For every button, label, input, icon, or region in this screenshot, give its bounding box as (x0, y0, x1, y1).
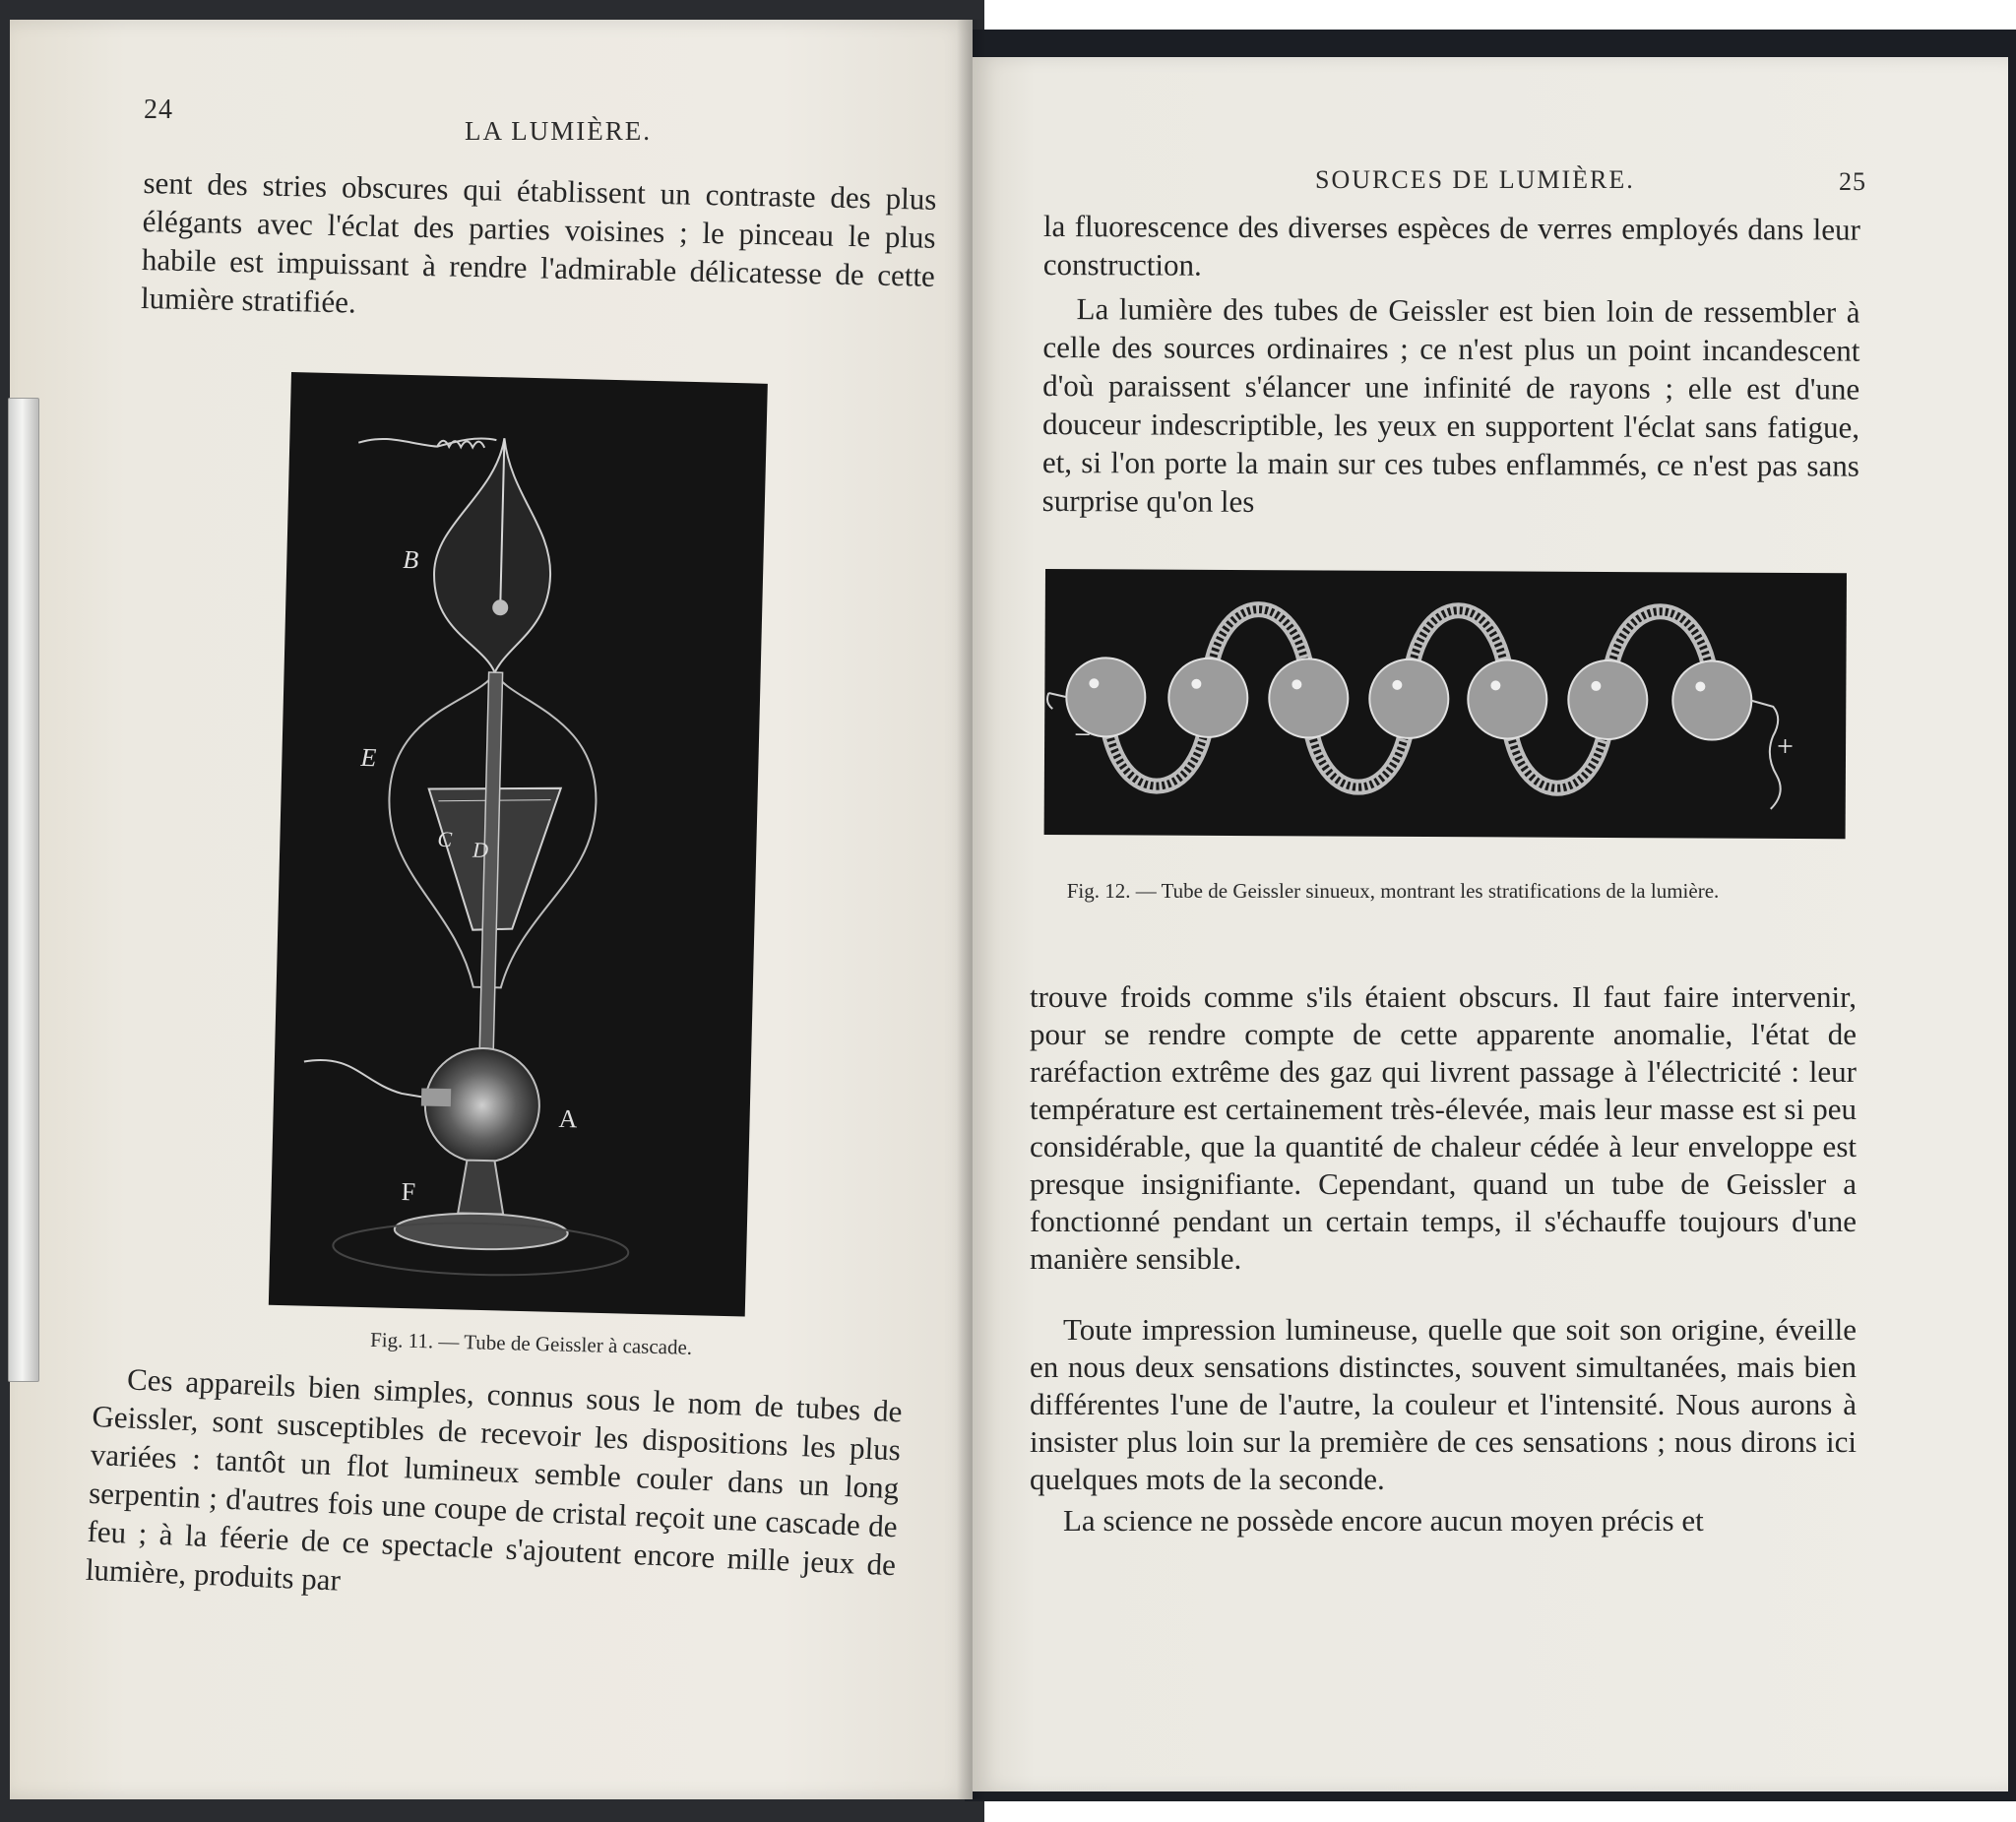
minus-sign: − (1074, 719, 1092, 752)
left-bottom-paragraph: Ces appareils bien simples, connus sous le nom de tubes de Geissler, sont susceptibles de recevoir les dispositions les plus variées : tantôt un flot lumineux semble couler dans un long serpentin ; d'autres fois une coupe de cristal reçoit une cascade de feu ; à la féerie de ce spectacle s'ajoutent encore mille jeux de lumière, produits par (85, 1361, 904, 1598)
label-b: B (403, 544, 419, 575)
right-page (973, 57, 2008, 1791)
right-bottom-text: trouve froids comme s'ils étaient obscurs. Il faut faire intervenir, pour se rendre compte de cette apparente anomalie, l'état de raréfaction extrême des gaz qui livrent passage à l'électricité : leur température est certainement très-élevée, mais leur masse est si peu considérable, que la quantité de chaleur cédée à leur enveloppe est presque insignifiante. Cependant, quand un tube de Geissler a fonctionné pendant un certain temps, il s'échauffe toujours d'une manière sensible. Toute impression lumineuse, quelle que soit son origine, éveille en nous deux sensations distinctes, souvent simultanées, mais bien différentes l'une de l'autre, la couleur et l'intensité. Nous aurons à insister plus loin sur la première de ces sensations ; nous dirons ici quelques mots de la seconde. La science ne possède encore aucun moyen précis et (1030, 979, 1857, 1538)
figure-11-caption: Fig. 11. — Tube de Geissler à cascade. (369, 1327, 693, 1359)
right-page-number: 25 (1839, 167, 1866, 196)
sinuous-tube-illustration (1044, 569, 1847, 839)
foot-stem (458, 1160, 504, 1214)
tube-bulb (1468, 660, 1546, 738)
left-running-head: LA LUMIÈRE. (465, 116, 652, 146)
tube-bulb (1568, 660, 1647, 739)
right-top-text: la fluorescence des diverses espèces de verres employés dans leur construction. La lumière des tubes de Geissler est bien loin de ressembler à celle des sources ordinaires ; ce n'est plus un point incandescent d'où paraissent s'élancer une infinité de rayons ; elle est d'une douceur indescriptible, les yeux en supportent l'éclat sans fatigue, et, si l'on porte la main sur ces tubes enflammés, ce n'est pas sans surprise qu'on les (1041, 208, 1860, 519)
figure-12 (1044, 569, 1847, 839)
tube-bulb (1369, 660, 1448, 738)
figure-11 (269, 372, 768, 1317)
left-top-paragraph: sent des stries obscures qui établissent un contraste des plus élégants avec l'éclat des parties voisines ; le pinceau le plus habile est impuissant à rendre l'admirable délicatesse de cette lumière stratifiée. (140, 164, 937, 320)
label-a: A (558, 1103, 578, 1134)
upper-bulb (432, 437, 554, 674)
tube-bulb (1269, 659, 1348, 737)
left-page (10, 20, 973, 1799)
label-c: C (437, 826, 453, 852)
tube-bulb (1168, 659, 1247, 737)
left-electrode (1047, 693, 1066, 709)
label-f: F (401, 1176, 416, 1207)
side-wire (303, 1060, 430, 1099)
right-running-head: SOURCES DE LUMIÈRE. (1315, 165, 1635, 194)
label-d: D (472, 837, 489, 863)
figure-12-caption: Fig. 12. — Tube de Geissler sinueux, montrant les stratifications de la lumière. (1066, 879, 1720, 903)
foot-base (394, 1212, 568, 1251)
tube-bulb (1672, 660, 1751, 739)
label-e: E (360, 742, 377, 773)
left-page-number: 24 (144, 94, 173, 125)
geissler-cascade-illustration (269, 372, 768, 1317)
metal-bookmark (8, 398, 39, 1382)
plus-sign: + (1776, 729, 1795, 763)
